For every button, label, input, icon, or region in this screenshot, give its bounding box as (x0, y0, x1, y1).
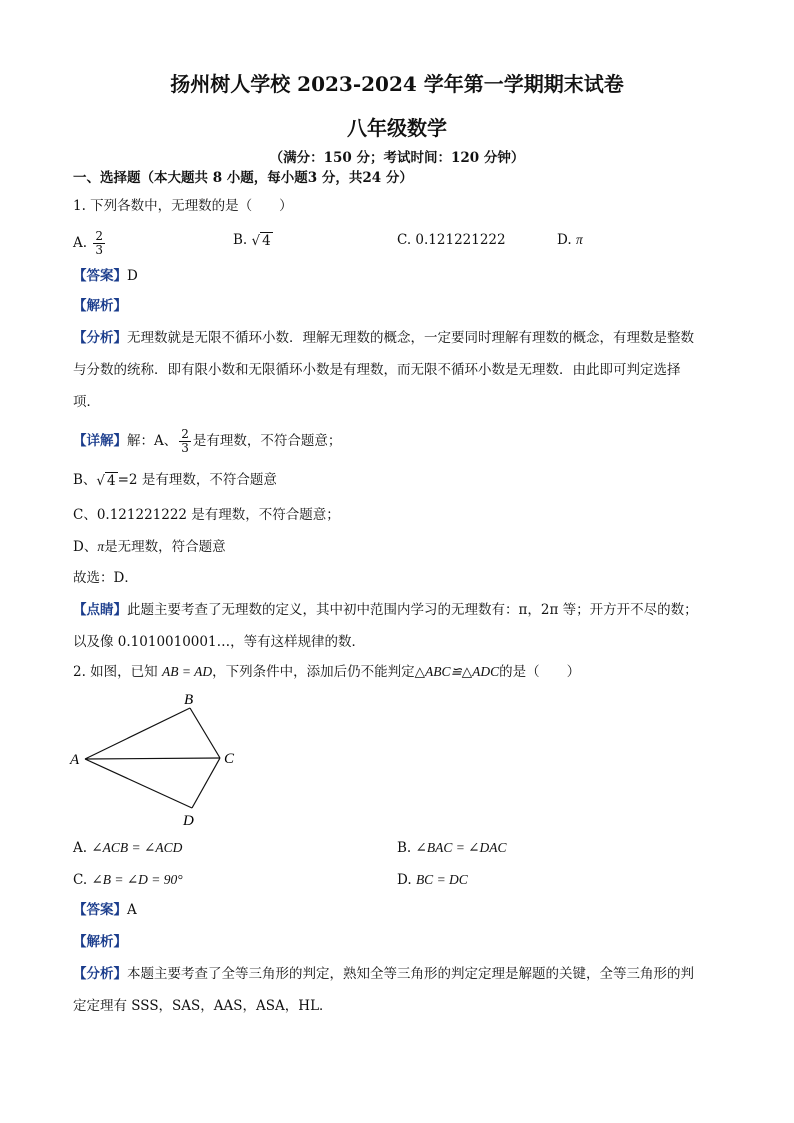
q1-detail-a-fraction (179, 428, 191, 455)
q1-option-d (557, 230, 583, 250)
q2-stem-equation: AB = AD (161, 664, 213, 679)
q1-review-tag: 【点睛】 (73, 602, 127, 618)
q1-choose: 故选：D． (73, 570, 138, 586)
q1-answer-tag: 【答案】 (73, 268, 127, 284)
q2-stem-triangles: △ABC≌△ADC (414, 664, 500, 679)
q1-option-a (73, 230, 107, 257)
q1-detail-c: C、0.121221222 是有理数，不符合题意； (73, 507, 340, 523)
section-heading: 一、选择题（本大题共 8 小题，每小题3 分，共24 分） (73, 170, 413, 186)
segment-dc (192, 758, 220, 808)
q2-answer-tag: 【答案】 (73, 902, 127, 918)
q1-option-d-value: π (575, 232, 583, 247)
q1-answer-value: D (127, 268, 138, 284)
q1-detail-b-sqrt: √ 4 (96, 472, 116, 489)
q1-option-a-denominator: 3 (95, 243, 103, 257)
q2-option-c-label: C. (73, 872, 88, 888)
q1-detail-b-post: =2 是有理数，不符合题意 (117, 472, 277, 488)
q2-analysis (73, 932, 127, 952)
exam-title: 扬州树人学校 2023-2024 学年第一学期期末试卷 (170, 72, 624, 96)
q2-stem-mid: ，下列条件中，添加后仍不能判定 (212, 664, 415, 680)
q2-option-c (73, 870, 183, 890)
q1-option-a-numerator: 2 (95, 229, 103, 243)
q1-detail-b-radicand: 4 (107, 472, 116, 489)
q2-answer (73, 900, 137, 920)
exam-subject: 八年级数学 (347, 116, 447, 140)
q1-fenxi-line-3: 项． (73, 394, 100, 410)
q1-detail-d (73, 537, 226, 557)
q1-detail-a-numerator: 2 (181, 427, 189, 441)
q1-review-line-1 (73, 600, 698, 620)
q1-review-text-1: 此题主要考查了无理数的定义，其中初中范围内学习的无理数有：π，2π 等；开方开不尽的数； (127, 602, 698, 618)
q1-fenxi-line-2: 与分数的统称．即有限小数和无限循环小数是有理数，而无限不循环小数是无理数．由此即可判定选择 (73, 362, 681, 378)
q1-detail-a-post: 是有理数，不符合题意； (192, 433, 342, 449)
q1-analysis-tag: 【解析】 (73, 298, 127, 314)
q1-fenxi-tag: 【分析】 (73, 330, 127, 346)
q1-detail-a (73, 428, 341, 455)
q1-detail-b-pre: B、 (73, 472, 97, 488)
q2-stem (73, 662, 580, 682)
vertex-b-label: B (184, 692, 194, 708)
q1-option-a-label: A. (73, 235, 88, 251)
q2-option-b-value: ∠BAC = ∠DAC (415, 840, 507, 855)
q2-option-b (397, 838, 507, 858)
vertex-d-label: D (183, 813, 194, 829)
segment-ac (85, 758, 220, 759)
q1-option-b-label: B. (233, 232, 248, 248)
q1-option-c: C. 0.121221222 (397, 232, 506, 248)
q2-answer-value: A (127, 902, 137, 918)
segment-ad (85, 759, 192, 808)
q2-stem-pre: 2. 如图，已知 (73, 664, 162, 680)
q1-detail-a-denominator: 3 (181, 441, 189, 455)
q2-fenxi-line-1 (73, 964, 694, 984)
exam-meta: （满分：150 分；考试时间：120 分钟） (269, 150, 525, 166)
q1-detail-tag: 【详解】 (73, 433, 127, 449)
q2-analysis-tag: 【解析】 (73, 934, 127, 950)
q1-option-b-sqrt: √ 4 (251, 232, 271, 249)
q2-option-a-value: ∠ACB = ∠ACD (91, 840, 183, 855)
q1-analysis (73, 296, 127, 316)
q2-figure (65, 690, 245, 830)
q1-fenxi-line-1 (73, 328, 694, 348)
q2-option-d-label: D. (397, 872, 412, 888)
q2-option-b-label: B. (397, 840, 412, 856)
q2-fenxi-text-1: 本题主要考查了全等三角形的判定，熟知全等三角形的判定定理是解题的关键，全等三角形的判 (127, 966, 694, 982)
q1-detail-a-pre: 解：A、 (127, 433, 178, 449)
vertex-c-label: C (224, 751, 235, 767)
q1-detail-d-value: π (97, 539, 105, 554)
q1-detail-d-pre: D、 (73, 539, 98, 555)
q2-option-a (73, 838, 182, 858)
q1-review-line-2: 以及像 0.1010010001…，等有这样规律的数． (73, 634, 366, 650)
segment-bc (190, 708, 220, 758)
vertex-a-label: A (70, 752, 80, 768)
q1-answer (73, 266, 138, 286)
q1-fenxi-text-1: 无理数就是无限不循环小数．理解无理数的概念，一定要同时理解有理数的概念，有理数是整数 (127, 330, 694, 346)
q2-fenxi-tag: 【分析】 (73, 966, 127, 982)
q1-stem: 1. 下列各数中，无理数的是（ ） (73, 198, 293, 214)
segment-ab (85, 708, 190, 759)
q1-detail-b (73, 470, 277, 491)
q1-option-a-fraction (93, 230, 105, 257)
q2-option-c-value: ∠B = ∠D = 90° (91, 872, 183, 887)
q2-option-d (397, 870, 468, 890)
q2-stem-post: 的是（ ） (499, 664, 581, 680)
q1-option-b-radicand: 4 (262, 232, 271, 249)
q2-option-a-label: A. (73, 840, 88, 856)
q1-detail-d-post: 是无理数，符合题意 (104, 539, 226, 555)
q1-option-b (233, 230, 273, 251)
q2-fenxi-line-2: 定定理有 SSS，SAS，AAS，ASA，HL． (73, 998, 333, 1014)
q2-option-d-value: BC = DC (415, 872, 468, 887)
q1-option-d-label: D. (557, 232, 572, 248)
